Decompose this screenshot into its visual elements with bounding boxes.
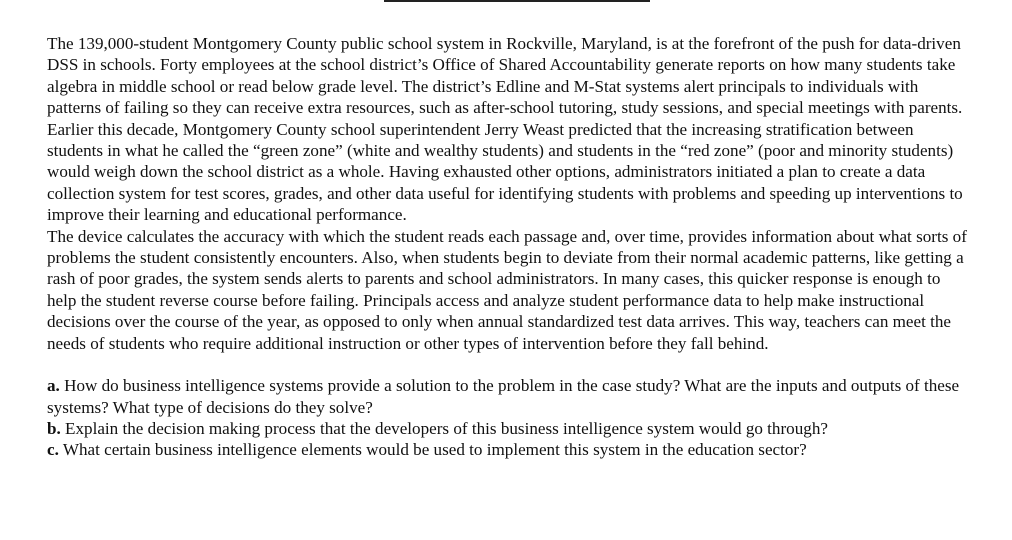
paragraph-device: The device calculates the accuracy with which the student reads each passage and, over time, provides information about what sorts of problems the student consistently encounters. Also, when students begin to deviate from their normal academic patterns, like getting a rash of poor grades, the system sends alerts to parents and school administrators. In many cases, this quicker response is enough to help the student reverse course before failing. Principals access and analyze student performance data to help make instructional decisions over the course of the year, as opposed to only when annual standardized test data arrives. This way, teachers can meet the needs of students who require additional instruction or other types of intervention before they fall behind. [47, 226, 967, 353]
question-a-letter: a. [47, 376, 60, 396]
question-a [47, 375, 971, 418]
question-b-text: Explain the decision making process that the developers of this business intelligence system would go through? [60, 418, 828, 438]
question-b-letter: b. [47, 418, 61, 438]
question-c-text: What certain business intelligence elements would be used to implement this system in the education sector? [58, 440, 807, 460]
heading-underline-fragment [384, 0, 650, 2]
question-a-text: How do business intelligence systems provide a solution to the problem in the case study? What are the inputs and outputs of these systems? What type of decisions do they solve? [47, 376, 960, 417]
blank-line [47, 354, 971, 375]
question-b [47, 418, 971, 439]
paragraph-intro: The 139,000-student Montgomery County public school system in Rockville, Maryland, is at the forefront of the push for data-driven DSS in schools. Forty employees at the school district’s Office of Shared Accountability generate reports on how many students take algebra in middle school or read below grade level. The district’s Edline and M-Stat systems alert principals to individuals with patterns of failing so they can receive extra resources, such as after-school tutoring, study sessions, and special meetings with parents. [47, 34, 963, 118]
question-c [47, 439, 971, 460]
question-c-letter: c. [47, 440, 59, 460]
document-body [47, 33, 971, 461]
paragraph-background: Earlier this decade, Montgomery County school superintendent Jerry Weast predicted that the increasing stratification between students in what he called the “green zone” (white and wealthy students) and students in the “red zone” (poor and minority students) would weigh down the school district as a whole. Having exhausted other options, administrators initiated a plan to create a data collection system for test scores, grades, and other data useful for identifying students with problems and speeding up interventions to improve their learning and educational performance. [47, 119, 963, 225]
